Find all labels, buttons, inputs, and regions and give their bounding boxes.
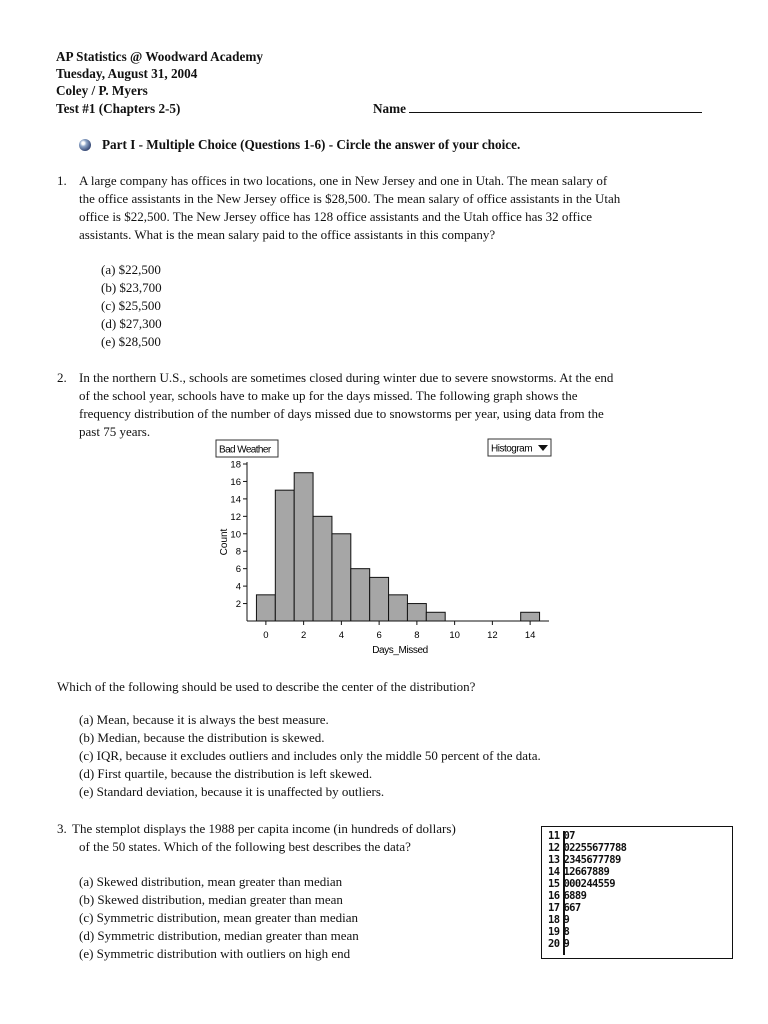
leaves: 02255677788 xyxy=(563,842,627,854)
x-tick-label: 2 xyxy=(300,630,307,641)
q2-option-e[interactable]: (e) Standard deviation, because it is unaffected by outliers. xyxy=(79,784,385,799)
y-tick-label: 12 xyxy=(230,511,241,523)
stem: 11 xyxy=(548,830,560,842)
leaves: 07 xyxy=(563,830,575,842)
stem: 14 xyxy=(548,866,560,878)
y-tick-label: 16 xyxy=(230,476,241,488)
q2-question: Which of the following should be used to describe the center of the distribution? xyxy=(57,679,476,694)
q3-line: The stemplot displays the 1988 per capita income (in hundreds of dollars) xyxy=(72,821,456,836)
y-tick-label: 14 xyxy=(230,494,241,506)
q3-line: of the 50 states. Which of the following best describes the data? xyxy=(79,839,411,854)
q1-option-d[interactable]: (d) $27,300 xyxy=(101,316,162,331)
leaves: 2345677789 xyxy=(563,854,621,866)
q3-text xyxy=(72,820,532,856)
q1-options xyxy=(101,261,162,351)
stemplot-row xyxy=(548,915,569,926)
q1-option-e[interactable]: (e) $28,500 xyxy=(101,334,161,349)
leaves: 667 xyxy=(563,902,581,914)
days-missed-histogram xyxy=(210,436,555,658)
stem: 13 xyxy=(548,854,560,866)
q1-line: A large company has offices in two locations, one in New Jersey and one in Utah. The mean salary of xyxy=(79,173,608,188)
histogram-bar xyxy=(521,612,540,621)
x-tick-label: 6 xyxy=(376,630,382,641)
x-tick-label: 0 xyxy=(263,630,269,641)
teacher-names: Coley / P. Myers xyxy=(56,83,148,98)
histogram-menu[interactable] xyxy=(488,439,551,456)
histogram-y-label: Count xyxy=(219,528,230,556)
stem: 20 xyxy=(548,938,560,950)
q2-line: of the school year, schools have to make up for the days missed. The following graph shows the xyxy=(79,388,578,403)
name-blank-line[interactable] xyxy=(409,100,702,113)
q2-line: In the northern U.S., schools are sometimes closed during winter due to severe snowstorms. At the end xyxy=(79,370,614,385)
q2-options xyxy=(79,711,541,801)
q3-options xyxy=(79,873,359,963)
q3-option-b[interactable]: (b) Skewed distribution, median greater than mean xyxy=(79,892,343,907)
q1-option-a[interactable]: (a) $22,500 xyxy=(101,262,161,277)
q2-line: past 75 years. xyxy=(79,424,151,439)
leaves: 9 xyxy=(563,914,570,926)
histogram-bar xyxy=(256,595,275,621)
y-tick-label: 18 xyxy=(230,459,241,471)
q2-option-a[interactable]: (a) Mean, because it is always the best measure. xyxy=(79,712,329,727)
q1-line: assistants. What is the mean salary paid to the office assistants in this company? xyxy=(79,227,496,242)
histogram-bar xyxy=(426,612,445,621)
part1-heading: Part I - Multiple Choice (Questions 1-6) - Circle the answer of your choice. xyxy=(102,137,521,152)
name-label: Name xyxy=(373,101,406,116)
stemplot-row xyxy=(548,867,609,878)
q1-option-c[interactable]: (c) $25,500 xyxy=(101,298,161,313)
stem: 12 xyxy=(548,842,560,854)
name-field[interactable] xyxy=(373,100,702,117)
q2-option-d[interactable]: (d) First quartile, because the distribution is left skewed. xyxy=(79,766,373,781)
q2-option-b[interactable]: (b) Median, because the distribution is skewed. xyxy=(79,730,325,745)
q3-option-e[interactable]: (e) Symmetric distribution with outliers on high end xyxy=(79,946,351,961)
test-title: Test #1 (Chapters 2-5) xyxy=(56,101,181,116)
stemplot-row xyxy=(548,891,586,902)
stemplot-row xyxy=(548,939,569,950)
q3-number: 3. xyxy=(57,821,67,836)
histogram-bar xyxy=(313,516,332,621)
leaves: 12667889 xyxy=(563,866,610,878)
q3-option-c[interactable]: (c) Symmetric distribution, mean greater than median xyxy=(79,910,359,925)
x-tick-label: 4 xyxy=(338,630,345,641)
stemplot-row xyxy=(548,879,615,890)
stem: 16 xyxy=(548,890,560,902)
leaves: 000244559 xyxy=(563,878,615,890)
stemplot-row xyxy=(548,903,581,914)
q1-number: 1. xyxy=(57,173,67,188)
y-tick-label: 10 xyxy=(230,529,241,541)
q2-option-c[interactable]: (c) IQR, because it excludes outliers and includes only the middle 50 percent of the data. xyxy=(79,748,541,763)
histogram-bar xyxy=(332,534,351,621)
q3-option-d[interactable]: (d) Symmetric distribution, median greater than mean xyxy=(79,928,359,943)
x-tick-label: 8 xyxy=(414,630,420,641)
q1-line: the office assistants in the New Jersey office is $28,500. The mean salary of office assistants in the Utah xyxy=(79,191,621,206)
globe-bullet-icon xyxy=(79,139,91,151)
q1-text xyxy=(79,172,729,244)
histogram-bar xyxy=(370,577,389,621)
x-tick-label: 14 xyxy=(524,630,536,641)
histogram-bar xyxy=(351,569,370,621)
school-title: AP Statistics @ Woodward Academy xyxy=(56,49,263,64)
y-tick-label: 4 xyxy=(235,581,241,593)
histogram-bar xyxy=(389,595,408,621)
stem: 18 xyxy=(548,914,560,926)
q2-number: 2. xyxy=(57,370,67,385)
histogram-bar xyxy=(294,473,313,621)
stemplot-row xyxy=(548,843,626,854)
stemplot-row xyxy=(548,927,569,938)
y-tick-label: 2 xyxy=(235,599,241,611)
q1-line: office is $22,500. The New Jersey office has 128 office assistants and the Utah office has 32 office xyxy=(79,209,592,224)
q2-line: frequency distribution of the number of days missed due to snowstorms per year, using data from the xyxy=(79,406,604,421)
leaves: 6889 xyxy=(563,890,587,902)
histogram-title: Bad Weather xyxy=(219,444,271,456)
stemplot-row xyxy=(548,831,575,842)
x-tick-label: 10 xyxy=(449,630,460,641)
histogram-menu-label[interactable]: Histogram xyxy=(491,443,533,455)
stem: 15 xyxy=(548,878,560,890)
histogram-x-label: Days_Missed xyxy=(372,645,428,656)
x-tick-label: 12 xyxy=(487,630,498,641)
leaves: 9 xyxy=(563,938,570,950)
q2-text xyxy=(79,369,729,441)
q1-option-b[interactable]: (b) $23,700 xyxy=(101,280,162,295)
stem: 19 xyxy=(548,926,560,938)
stemplot-row xyxy=(548,855,621,866)
test-date: Tuesday, August 31, 2004 xyxy=(56,66,198,81)
income-stemplot xyxy=(541,826,733,959)
histogram-bar xyxy=(407,604,426,621)
stem: 17 xyxy=(548,902,560,914)
y-tick-label: 8 xyxy=(235,546,241,558)
q3-option-a[interactable]: (a) Skewed distribution, mean greater than median xyxy=(79,874,343,889)
y-tick-label: 6 xyxy=(235,564,241,576)
histogram-bar xyxy=(275,490,294,621)
leaves: 8 xyxy=(563,926,570,938)
